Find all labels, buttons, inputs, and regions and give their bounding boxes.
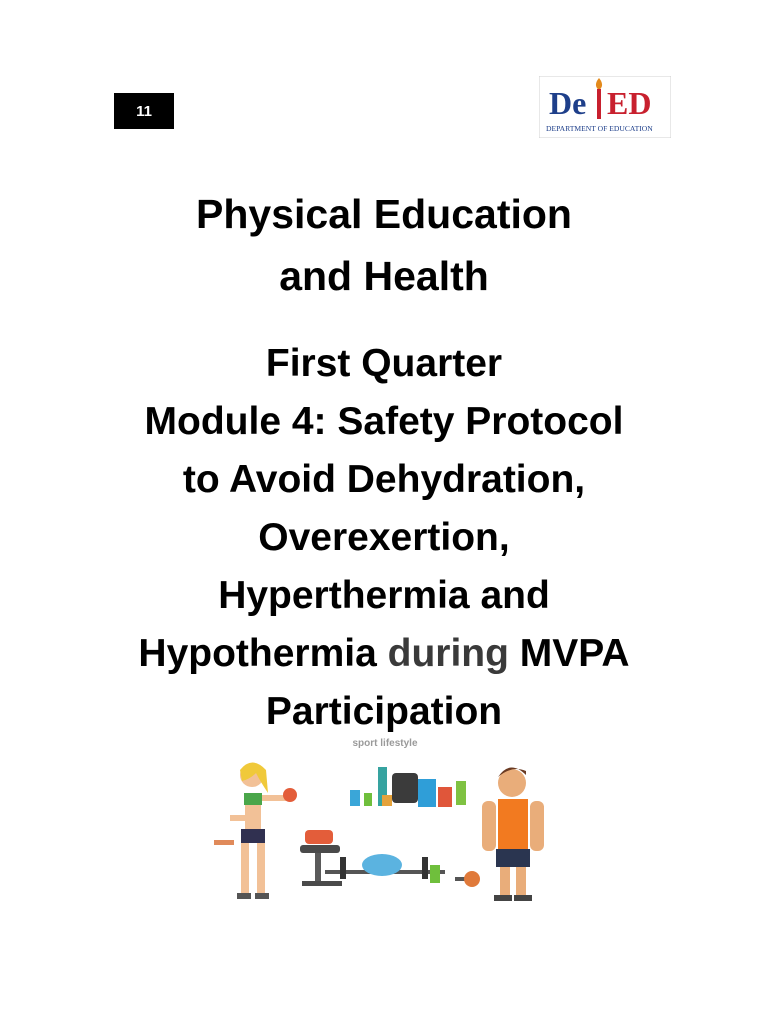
svg-text:DEPARTMENT OF EDUCATION: DEPARTMENT OF EDUCATION [546,124,653,133]
module-line-5a: Hypothermia [138,632,388,675]
quarter-label: First Quarter [265,342,503,385]
weight-bench [300,830,342,886]
module-line-5c: MVPA [508,632,630,675]
module-line-3: Overexertion, [258,516,510,559]
svg-text:ED: ED [607,85,652,121]
course-title [0,183,768,307]
course-title-line-1: Physical Education [196,191,572,237]
svg-text:De: De [549,85,587,121]
module-line-5b: during [387,632,509,675]
grade-badge: 11 [114,93,174,129]
barbell [325,854,480,887]
module-title [0,335,768,741]
module-line-4: Hyperthermia and [218,574,550,617]
supplements-group [350,767,466,807]
woman-figure [214,763,297,900]
sport-lifestyle-illustration [210,735,560,920]
illustration-caption: sport lifestyle [352,738,418,749]
module-line-2: to Avoid Dehydration, [182,458,586,501]
module-line-1: Module 4: Safety Protocol [144,400,624,443]
deped-logo [539,76,671,138]
course-title-line-2: and Health [279,253,489,299]
module-line-6: Participation [265,690,503,733]
man-figure [482,767,544,901]
module-line-5 [0,625,768,683]
